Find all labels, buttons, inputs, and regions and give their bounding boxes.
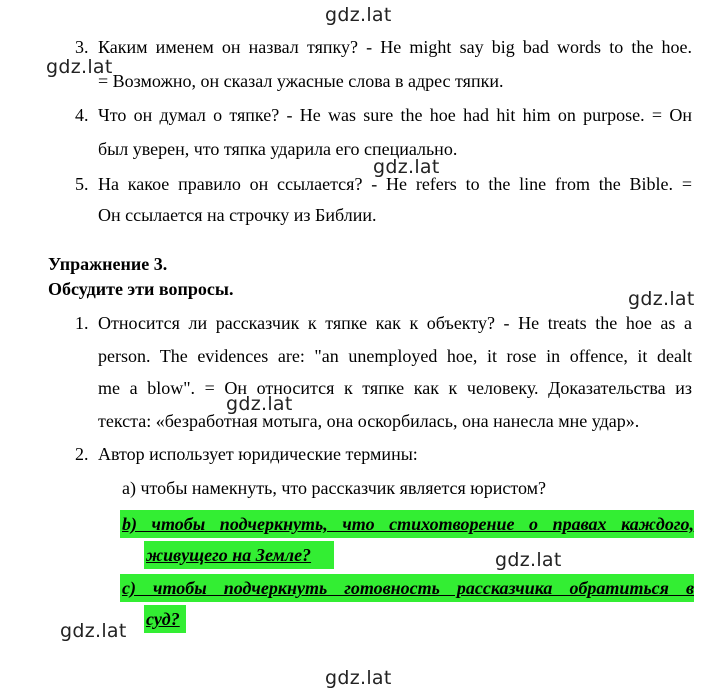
watermark: gdz.lat (373, 156, 440, 178)
question-text: Автор использует юридические термины: (98, 444, 418, 464)
option-a: a) чтобы намекнуть, что рассказчик является юристом? (122, 478, 547, 498)
option-b-highlight: живущего на Земле? (144, 541, 334, 569)
item-number: 3. (75, 37, 89, 57)
watermark: gdz.lat (226, 393, 293, 415)
watermark: gdz.lat (46, 56, 113, 78)
item-number: 4. (75, 105, 89, 125)
option-c-highlight: суд? (144, 605, 186, 633)
item-text-line: Он ссылается на строчку из Библии. (98, 205, 377, 225)
question-number: 2. (75, 444, 89, 464)
item-text-line: был уверен, что тяпка ударила его специально. (98, 139, 458, 159)
answer-text-line: me a blow". = Он относится к тяпке как к человеку. Доказательства из (98, 378, 692, 398)
watermark: gdz.lat (495, 549, 562, 571)
item-text-line: Что он думал о тяпке? - He was sure the hoe had hit him on purpose. = Он (98, 105, 692, 125)
exercise-subtitle: Обсудите эти вопросы. (48, 279, 234, 299)
item-text-line: На какое правило он ссылается? - He refers to the line from the Bible. = (98, 174, 692, 194)
exercise-title: Упражнение 3. (48, 254, 168, 274)
watermark: gdz.lat (325, 667, 392, 689)
answer-text-line: Относится ли рассказчик к тяпке как к объекту? - He treats the hoe as a (98, 313, 692, 333)
watermark: gdz.lat (628, 288, 695, 310)
question-number: 1. (75, 313, 89, 333)
item-number: 5. (75, 174, 89, 194)
option-c-highlight: c) чтобы подчеркнуть готовность рассказчика обратиться в (120, 574, 694, 602)
watermark: gdz.lat (325, 4, 392, 26)
answer-text-line: текста: «безработная мотыга, она оскорбилась, она нанесла мне удар». (98, 411, 640, 431)
watermark: gdz.lat (60, 620, 127, 642)
option-b-highlight: b) чтобы подчеркнуть, что стихотворение о правах каждого, (120, 510, 694, 538)
item-text-line: Каким именем он назвал тяпку? - He might say big bad words to the hoe. (98, 37, 692, 57)
item-text-line: = Возможно, он сказал ужасные слова в адрес тяпки. (98, 71, 504, 91)
answer-text-line: person. The evidences are: "an unemployed hoe, it rose in offence, it dealt (98, 346, 692, 366)
